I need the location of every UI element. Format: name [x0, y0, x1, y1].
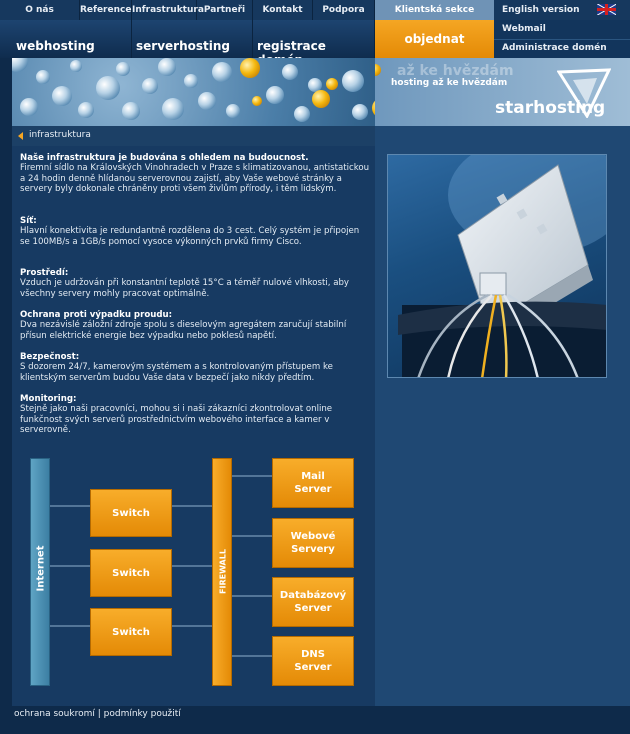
section-text: Vzduch je udržován při konstantní teplotě 15°C a téměř nulové vlhkosti, aby všechny servery mohly pracovat optimálně.	[20, 278, 349, 299]
nav-reference[interactable]: Reference	[80, 0, 132, 20]
section-title: Ochrana proti výpadku proudu:	[20, 310, 173, 320]
english-version-link[interactable]: English version	[502, 5, 580, 15]
domain-admin-link[interactable]: Administrace domén	[502, 43, 607, 53]
section-power	[20, 310, 370, 341]
brand-banner	[375, 58, 630, 126]
web-servers-box: Webové Servery	[272, 518, 354, 568]
footer-separator: |	[97, 709, 101, 719]
order-button[interactable]: objednat	[375, 20, 494, 58]
logo-text[interactable]: starhosting	[495, 98, 606, 118]
section-network	[20, 216, 370, 247]
footer	[14, 709, 181, 719]
infrastructure-diagram	[12, 446, 375, 696]
mail-server-box: Mail Server	[272, 458, 354, 508]
side-panel	[375, 126, 630, 706]
section-monitoring	[20, 394, 370, 435]
divider	[494, 39, 630, 40]
nav-serverhosting[interactable]: serverhosting	[132, 20, 253, 58]
nav-podpora[interactable]: Podpora	[313, 0, 375, 20]
nav-webhosting[interactable]: webhosting	[12, 20, 132, 58]
section-title: Bezpečnost:	[20, 352, 80, 362]
switch-box: Switch	[90, 549, 172, 597]
uk-flag-icon[interactable]	[597, 4, 616, 15]
top-nav	[0, 0, 630, 20]
firewall-label: FIREWALL	[218, 549, 228, 594]
section-title: Síť:	[20, 216, 37, 226]
star-logo-icon	[557, 68, 611, 118]
breadcrumb	[12, 126, 375, 146]
nav-o-nas[interactable]: O nás	[0, 0, 80, 20]
breadcrumb-current[interactable]: infrastruktura	[29, 130, 91, 140]
main-content	[12, 146, 375, 706]
section-environment	[20, 268, 370, 299]
section-title: Prostředí:	[20, 268, 69, 278]
internet-bar	[30, 458, 50, 686]
internet-label: Internet	[35, 545, 47, 592]
slogan: hosting až ke hvězdám	[391, 78, 508, 88]
server-photo	[387, 154, 607, 378]
privacy-link[interactable]: ochrana soukromí	[14, 709, 95, 719]
nav-kontakt[interactable]: Kontakt	[253, 0, 313, 20]
quick-links	[494, 20, 630, 58]
section-text: Stejně jako naši pracovníci, mohou si i naši zákazníci zkontrolovat online funkčnost svých serverů prostřednictvím webového interface a kamer v serverovně.	[20, 404, 333, 435]
nav-infrastruktura[interactable]: Infrastruktura	[132, 0, 197, 20]
switch-box: Switch	[90, 489, 172, 537]
section-text: Hlavní konektivita je redundantně rozdělena do 3 cest. Celý systém je připojen se 100MB/s a 1GB/s pomocí vysoce výkonných prvků firmy Cisco.	[20, 226, 360, 247]
nav-klientska-sekce[interactable]: Klientská sekce	[375, 0, 494, 20]
switch-box: Switch	[90, 608, 172, 656]
section-text: Firemní sídlo na Královských Vinohradech v Praze s klimatizovanou, antistatickou a 24 hodin denně hlídanou serverovnou zajistí, aby Vaše webové stránky a servery byly dokonale chráněny proti všem živlům přírody, i těm lidským.	[20, 163, 370, 194]
section-intro	[20, 153, 370, 194]
section-text: S dozorem 24/7, kamerovým systémem a s kontrolovaným přístupem ke klientským serverům budou Vaše data v bezpečí jako nikdy předtím.	[20, 362, 333, 383]
section-text: Dva nezávislé záložní zdroje spolu s dieselovým agregátem zaručují stabilní přísun elektrické energie bez výpadku nebo poklesů napětí.	[20, 320, 347, 341]
database-server-box: Databázový Server	[272, 577, 354, 627]
webmail-link[interactable]: Webmail	[502, 24, 546, 34]
ghost-slogan: až ke hvězdám	[397, 63, 514, 79]
header-banner	[12, 58, 375, 126]
firewall-bar	[212, 458, 232, 686]
server-illustration	[388, 155, 607, 378]
dns-server-box: DNS Server	[272, 636, 354, 686]
nav-partneri[interactable]: Partneři	[197, 0, 253, 20]
arrow-left-icon	[18, 132, 23, 140]
section-security	[20, 352, 370, 383]
section-title: Naše infrastruktura je budována s ohledem na budoucnost.	[20, 153, 309, 163]
section-title: Monitoring:	[20, 394, 77, 404]
terms-link[interactable]: podmínky použití	[103, 709, 181, 719]
nav-registrace-domen[interactable]: registrace	[253, 20, 375, 58]
